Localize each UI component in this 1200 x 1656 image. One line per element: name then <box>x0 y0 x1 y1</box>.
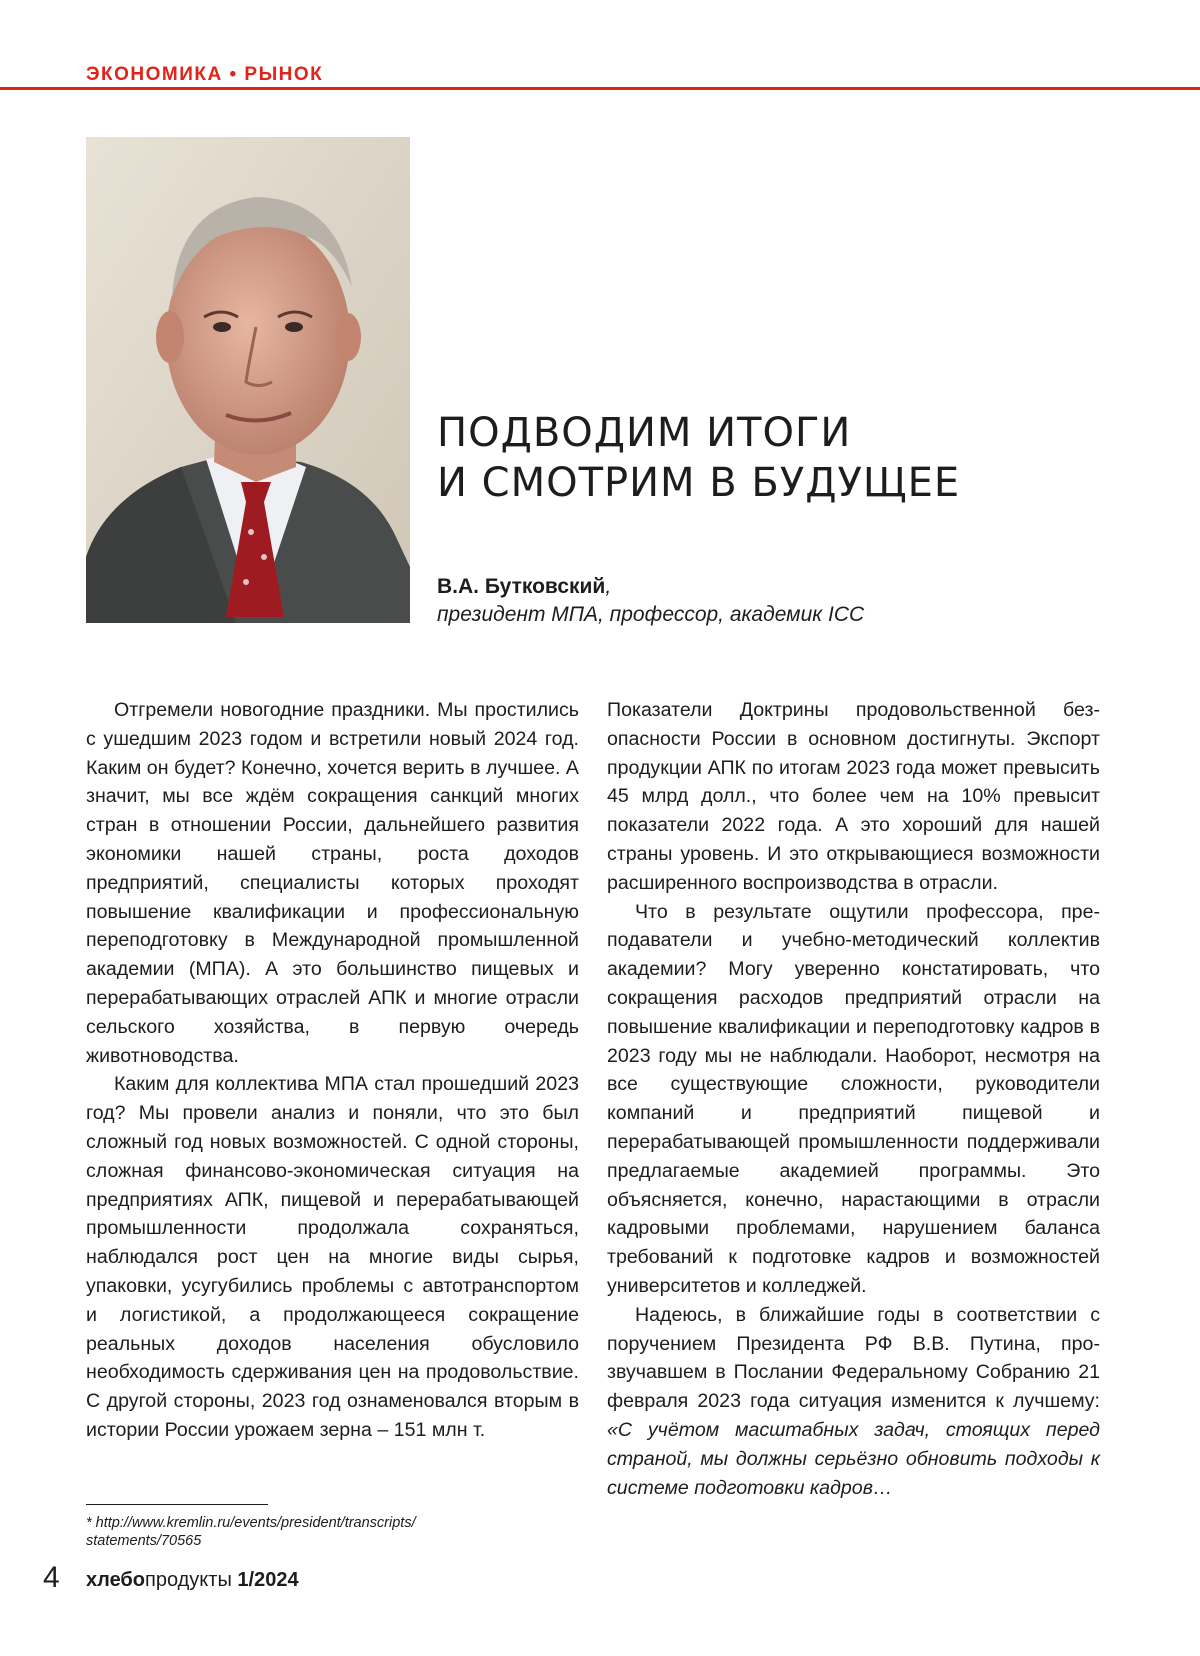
author-portrait-photo <box>86 137 410 623</box>
paragraph: Отгремели новогодние праздники. Мы простились с ушедшим 2023 годом и встретили новый 2024 год. Каким он будет? Конечно, хочется верить в лучшее. А значит, мы все ждём сокращения санкций многих стран в отношении России, дальнейшего развития экономики нашей страны, роста доходов предприятий, специалисты которых проходят повышение квалификации и профессиональную переподготовку в Международной промышленной академии (МПА). А это большинство пищевых и перерабатывающих отраслей АПК и многие отрасли сельского хозяйства, в первую очередь животноводства. <box>86 699 579 1067</box>
paragraph <box>607 1301 1100 1503</box>
article-title <box>437 408 960 508</box>
body-column-left <box>86 696 579 1445</box>
author-name-text: В.А. Бутковский <box>437 575 606 598</box>
author-name <box>437 575 611 599</box>
author-portrait <box>86 137 410 623</box>
title-line-1: ПОДВОДИМ ИТОГИ <box>437 410 852 456</box>
president-quote: «С учётом масштабных задач, стоящих перед страной, мы должны серьёзно обновить подходы к системе подготовки кадров… <box>607 1418 1100 1499</box>
author-name-comma: , <box>605 575 612 598</box>
section-header: ЭКОНОМИКА • РЫНОК <box>86 64 324 85</box>
paragraph-text: Надеюсь, в ближайшие годы в соответствии с поручением Президента РФ В.В. Путина, прозвучавшем в Послании Федеральному Собранию 21 февраля 2023 года ситуация изменится к лучшему: <box>607 1303 1100 1413</box>
author-role: президент МПА, профессор, академик ICC <box>437 603 865 626</box>
paragraph: Что в результате ощутили профессора, преподаватели и учебно-методический коллектив академии? Могу уверенно констатировать, что сокращения расходов предприятий отрасли на повышение квалификации и переподготовку кадров в 2023 году мы не наблюдали. Наоборот, несмотря на все существующие сложности, руководители компаний и предприятий пищевой и перерабатывающей промышленности поддерживали предлагаемые академией программы. Это объясняется, конечно, нарастающими в отрасли кадровыми проблемами, нарушением баланса требований к подготовке кадров и возможностей университетов и колледжей. <box>607 900 1100 1297</box>
footnote-line-1: * http://www.kremlin.ru/events/president/transcripts/ <box>86 1515 416 1531</box>
paragraph: Каким для коллектива МПА стал прошедший 2023 год? Мы провели анализ и поняли, что это был сложный год новых возможностей. С одной стороны, сложная финансово-экономическая ситуация на предприятиях АПК, пищевой и перерабатывающей промышленности продолжала сохраняться, наблюдался рост цен на многие виды сырья, упаковки, усугубились проблемы с автотранспортом и логистикой, а продолжающееся сокращение реальных доходов населения обусловило необходимость сдерживания цен на продовольствие. С другой стороны, 2023 год ознаменовался вторым в истории России урожаем зерна – 151 млн т. <box>86 1073 579 1441</box>
journal-issue: 1/2024 <box>237 1569 299 1591</box>
header-rule <box>0 87 1200 90</box>
page-number: 4 <box>43 1561 60 1594</box>
footnote-line-2: statements/70565 <box>86 1533 202 1549</box>
body-column-right <box>607 696 1100 1502</box>
journal-name-bold: хлебо <box>86 1569 145 1591</box>
title-line-2: И СМОТРИМ В БУДУЩЕЕ <box>437 460 961 506</box>
footnote <box>86 1514 506 1550</box>
journal-name-regular: продукты <box>145 1569 232 1591</box>
journal-name <box>86 1568 299 1592</box>
footnote-rule <box>86 1504 268 1505</box>
paragraph: Показатели Доктрины продовольственной безопасности России в основном достигнуты. Экспорт продукции АПК по итогам 2023 года может превысить 45 млрд долл., что более чем на 10% превысит показатели 2022 года. А это хороший для нашей страны уровень. И это открывающиеся возможности расширенного воспроизводства в отрасли. <box>607 699 1100 894</box>
